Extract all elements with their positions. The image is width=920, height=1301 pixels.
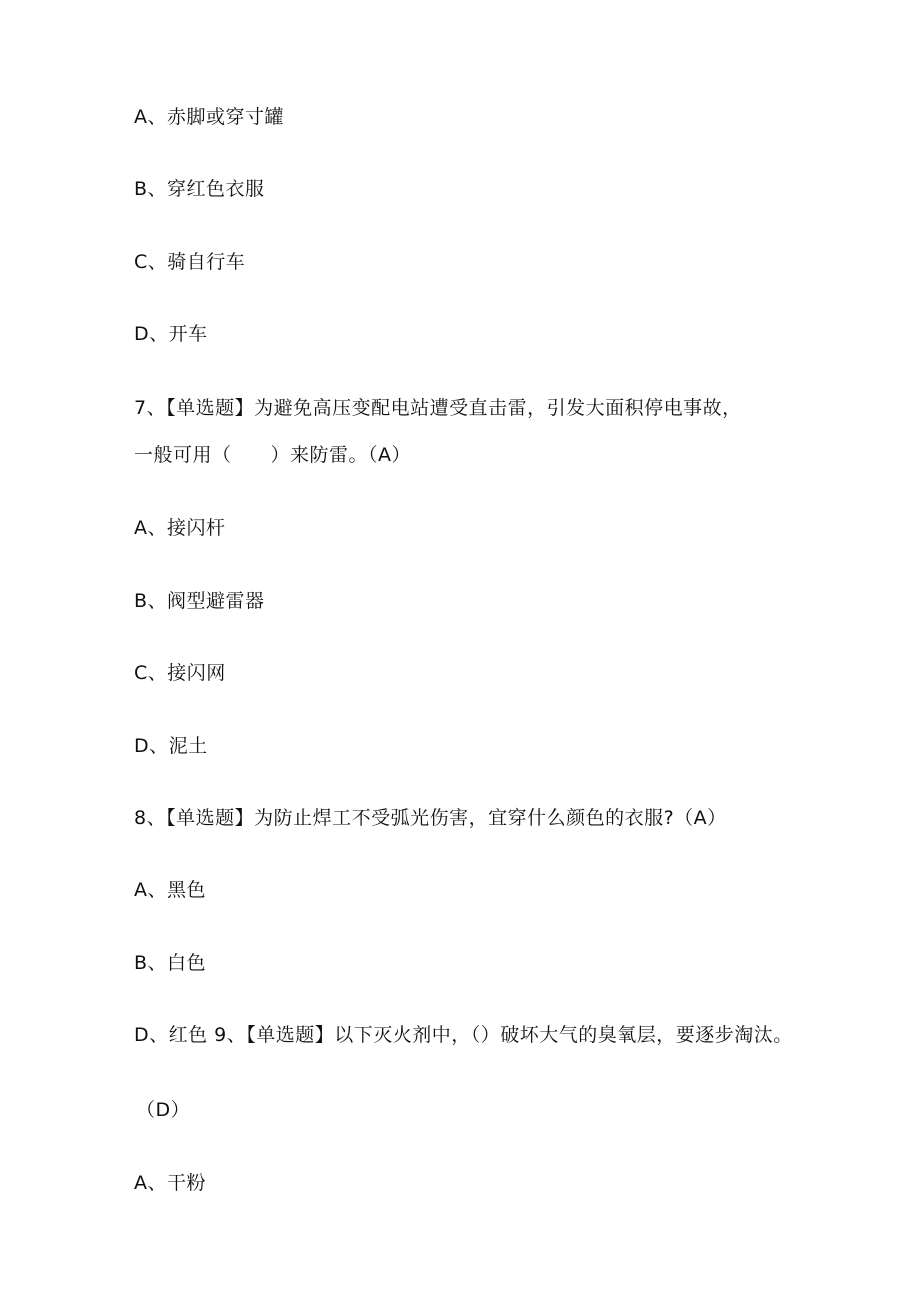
q9-option-a: A、干粉 <box>134 1172 206 1194</box>
q7-option-b: B、阀型避雷器 <box>134 590 265 612</box>
q8-option-a: A、黑色 <box>134 879 206 901</box>
question-7-line-2: 一般可用（ ）来防雷。（A） <box>134 444 411 466</box>
option-a: A、赤脚或穿寸罐 <box>134 106 284 128</box>
option-d: D、开车 <box>134 323 208 345</box>
q7-option-a: A、接闪杆 <box>134 517 226 539</box>
question-7-line-1: 7、【单选题】为避免高压变配电站遭受直击雷，引发大面积停电事故， <box>134 397 742 419</box>
q7-option-d: D、泥土 <box>134 735 208 757</box>
q8-option-d-question-9: D、红色 9、【单选题】以下灭火剂中，（）破坏大气的臭氧层，要逐步淘汰。 <box>134 1024 793 1046</box>
q8-option-b: B、白色 <box>134 952 207 974</box>
option-c: C、骑自行车 <box>134 251 246 273</box>
option-b: B、穿红色衣服 <box>134 178 265 200</box>
q7-option-c: C、接闪网 <box>134 662 226 684</box>
question-8: 8、【单选题】为防止焊工不受弧光伤害，宜穿什么颜色的衣服?（A） <box>134 807 727 829</box>
question-9-answer: （D） <box>136 1099 191 1121</box>
